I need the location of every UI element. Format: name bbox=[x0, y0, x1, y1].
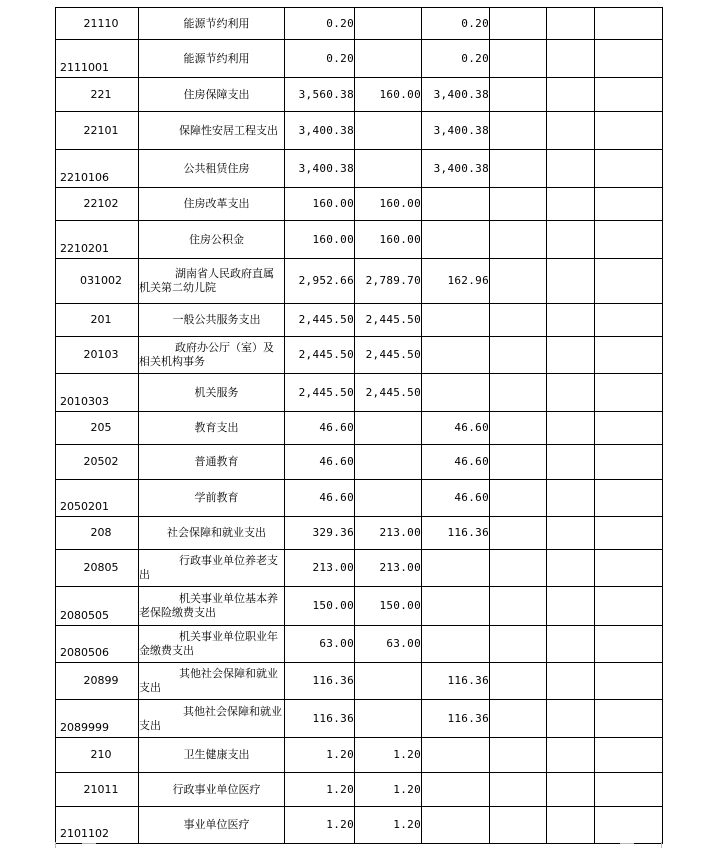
subject-code: 2210201 bbox=[60, 242, 109, 255]
amount-col6 bbox=[490, 517, 547, 550]
amount-col6 bbox=[490, 773, 547, 807]
table-row bbox=[56, 337, 663, 374]
amount-col7 bbox=[547, 700, 595, 738]
subject-code: 2010303 bbox=[60, 395, 109, 408]
amount-basic: 150.00 bbox=[355, 587, 422, 626]
amount-col7 bbox=[547, 517, 595, 550]
subject-code: 22101 bbox=[83, 123, 119, 137]
subject-name: 卫生健康支出 bbox=[139, 738, 285, 773]
amount-col8 bbox=[595, 188, 663, 221]
page-corner-mark-left-h bbox=[82, 843, 96, 850]
subject-code-cell bbox=[56, 587, 139, 626]
subject-code-cell bbox=[56, 480, 139, 517]
amount-col7 bbox=[547, 773, 595, 807]
amount-basic: 160.00 bbox=[355, 188, 422, 221]
subject-code-cell bbox=[56, 773, 139, 807]
amount-col6 bbox=[490, 550, 547, 587]
amount-col7 bbox=[547, 188, 595, 221]
table-row bbox=[56, 412, 663, 445]
subject-code-cell bbox=[56, 8, 139, 40]
amount-basic: 1.20 bbox=[355, 773, 422, 807]
amount-project: 116.36 bbox=[422, 517, 490, 550]
amount-project bbox=[422, 807, 490, 844]
amount-basic bbox=[355, 40, 422, 78]
amount-total: 0.20 bbox=[285, 40, 355, 78]
amount-total: 160.00 bbox=[285, 188, 355, 221]
amount-col8 bbox=[595, 626, 663, 663]
amount-col8 bbox=[595, 150, 663, 188]
amount-total: 1.20 bbox=[285, 773, 355, 807]
amount-total: 116.36 bbox=[285, 663, 355, 700]
amount-total: 2,952.66 bbox=[285, 259, 355, 304]
amount-col7 bbox=[547, 150, 595, 188]
amount-basic bbox=[355, 700, 422, 738]
table-row bbox=[56, 374, 663, 412]
amount-col8 bbox=[595, 773, 663, 807]
subject-name: 保障性安居工程支出 bbox=[139, 112, 285, 150]
amount-col8 bbox=[595, 517, 663, 550]
amount-project: 3,400.38 bbox=[422, 78, 490, 112]
subject-name: 政府办公厅（室）及相关机构事务 bbox=[139, 337, 285, 374]
amount-project: 3,400.38 bbox=[422, 112, 490, 150]
amount-total: 2,445.50 bbox=[285, 337, 355, 374]
amount-total: 46.60 bbox=[285, 480, 355, 517]
amount-col8 bbox=[595, 412, 663, 445]
subject-name: 其他社会保障和就业支出 bbox=[139, 700, 285, 738]
subject-name: 学前教育 bbox=[139, 480, 285, 517]
subject-code-cell bbox=[56, 304, 139, 337]
table-row bbox=[56, 259, 663, 304]
subject-code: 22102 bbox=[83, 197, 119, 210]
amount-basic bbox=[355, 480, 422, 517]
amount-col6 bbox=[490, 188, 547, 221]
amount-project: 116.36 bbox=[422, 700, 490, 738]
amount-col6 bbox=[490, 587, 547, 626]
amount-project: 116.36 bbox=[422, 663, 490, 700]
amount-col7 bbox=[547, 337, 595, 374]
table-row bbox=[56, 480, 663, 517]
amount-total: 46.60 bbox=[285, 445, 355, 480]
amount-basic: 160.00 bbox=[355, 221, 422, 259]
amount-col8 bbox=[595, 445, 663, 480]
amount-total: 116.36 bbox=[285, 700, 355, 738]
amount-project: 0.20 bbox=[422, 8, 490, 40]
amount-project bbox=[422, 550, 490, 587]
table-row bbox=[56, 445, 663, 480]
amount-col8 bbox=[595, 550, 663, 587]
amount-col6 bbox=[490, 78, 547, 112]
subject-name: 能源节约利用 bbox=[139, 40, 285, 78]
amount-basic: 1.20 bbox=[355, 807, 422, 844]
amount-project bbox=[422, 738, 490, 773]
amount-col6 bbox=[490, 480, 547, 517]
amount-project bbox=[422, 587, 490, 626]
amount-col8 bbox=[595, 807, 663, 844]
amount-col8 bbox=[595, 337, 663, 374]
amount-col7 bbox=[547, 374, 595, 412]
amount-col7 bbox=[547, 8, 595, 40]
amount-project: 3,400.38 bbox=[422, 150, 490, 188]
amount-basic: 2,445.50 bbox=[355, 304, 422, 337]
amount-basic: 213.00 bbox=[355, 550, 422, 587]
amount-col8 bbox=[595, 221, 663, 259]
subject-code: 2080505 bbox=[60, 609, 109, 622]
table-row bbox=[56, 738, 663, 773]
amount-col7 bbox=[547, 78, 595, 112]
amount-col8 bbox=[595, 374, 663, 412]
amount-col6 bbox=[490, 259, 547, 304]
table-row bbox=[56, 112, 663, 150]
subject-name: 住房公积金 bbox=[139, 221, 285, 259]
amount-basic bbox=[355, 412, 422, 445]
amount-total: 1.20 bbox=[285, 807, 355, 844]
subject-code: 2089999 bbox=[60, 721, 109, 734]
amount-col7 bbox=[547, 445, 595, 480]
subject-code: 2050201 bbox=[60, 500, 109, 513]
amount-total: 150.00 bbox=[285, 587, 355, 626]
amount-total: 3,560.38 bbox=[285, 78, 355, 112]
subject-code-cell bbox=[56, 40, 139, 78]
amount-col7 bbox=[547, 807, 595, 844]
amount-col7 bbox=[547, 412, 595, 445]
subject-name: 湖南省人民政府直属机关第二幼儿院 bbox=[139, 259, 285, 304]
amount-col7 bbox=[547, 112, 595, 150]
amount-col8 bbox=[595, 663, 663, 700]
subject-code-cell bbox=[56, 550, 139, 587]
amount-project: 46.60 bbox=[422, 412, 490, 445]
amount-project: 162.96 bbox=[422, 259, 490, 304]
amount-col8 bbox=[595, 259, 663, 304]
subject-code: 20899 bbox=[83, 674, 119, 687]
subject-name: 能源节约利用 bbox=[139, 8, 285, 40]
subject-code: 221 bbox=[90, 87, 112, 101]
page-corner-mark-left bbox=[55, 842, 57, 848]
amount-basic: 2,789.70 bbox=[355, 259, 422, 304]
subject-code: 21011 bbox=[83, 782, 119, 796]
subject-code: 031002 bbox=[80, 274, 122, 287]
amount-col6 bbox=[490, 112, 547, 150]
subject-name: 社会保障和就业支出 bbox=[139, 517, 285, 550]
subject-name: 事业单位医疗 bbox=[139, 807, 285, 844]
amount-basic: 2,445.50 bbox=[355, 337, 422, 374]
subject-name: 住房保障支出 bbox=[139, 78, 285, 112]
subject-code-cell bbox=[56, 259, 139, 304]
amount-col7 bbox=[547, 221, 595, 259]
subject-code-cell bbox=[56, 188, 139, 221]
subject-code-cell bbox=[56, 78, 139, 112]
amount-project bbox=[422, 374, 490, 412]
subject-code-cell bbox=[56, 112, 139, 150]
amount-basic: 1.20 bbox=[355, 738, 422, 773]
table-row bbox=[56, 221, 663, 259]
amount-col8 bbox=[595, 480, 663, 517]
subject-code-cell bbox=[56, 700, 139, 738]
page-corner-mark-right-h bbox=[620, 843, 634, 850]
amount-col7 bbox=[547, 259, 595, 304]
table-row bbox=[56, 304, 663, 337]
table-row bbox=[56, 587, 663, 626]
amount-basic bbox=[355, 663, 422, 700]
amount-basic: 160.00 bbox=[355, 78, 422, 112]
subject-code: 20103 bbox=[83, 348, 119, 361]
amount-col6 bbox=[490, 700, 547, 738]
subject-code-cell bbox=[56, 807, 139, 844]
amount-basic: 63.00 bbox=[355, 626, 422, 663]
amount-basic bbox=[355, 150, 422, 188]
budget-table bbox=[55, 7, 663, 844]
amount-basic: 213.00 bbox=[355, 517, 422, 550]
amount-basic bbox=[355, 445, 422, 480]
subject-code-cell bbox=[56, 663, 139, 700]
amount-col6 bbox=[490, 738, 547, 773]
amount-project bbox=[422, 626, 490, 663]
amount-project bbox=[422, 304, 490, 337]
amount-col7 bbox=[547, 626, 595, 663]
amount-col7 bbox=[547, 480, 595, 517]
amount-col6 bbox=[490, 8, 547, 40]
amount-col6 bbox=[490, 337, 547, 374]
subject-code: 205 bbox=[90, 421, 112, 434]
amount-col6 bbox=[490, 221, 547, 259]
amount-basic bbox=[355, 8, 422, 40]
amount-col8 bbox=[595, 40, 663, 78]
table-row bbox=[56, 663, 663, 700]
subject-name: 公共租赁住房 bbox=[139, 150, 285, 188]
subject-code-cell bbox=[56, 412, 139, 445]
amount-total: 2,445.50 bbox=[285, 304, 355, 337]
subject-code: 2101102 bbox=[60, 827, 109, 840]
amount-col6 bbox=[490, 445, 547, 480]
amount-col8 bbox=[595, 304, 663, 337]
subject-code-cell bbox=[56, 221, 139, 259]
amount-col8 bbox=[595, 112, 663, 150]
table-row bbox=[56, 626, 663, 663]
table-row bbox=[56, 40, 663, 78]
subject-code-cell bbox=[56, 150, 139, 188]
amount-basic bbox=[355, 112, 422, 150]
subject-code: 2111001 bbox=[60, 61, 109, 74]
amount-col6 bbox=[490, 626, 547, 663]
subject-code: 208 bbox=[90, 526, 112, 539]
subject-code: 21110 bbox=[83, 16, 119, 30]
amount-col7 bbox=[547, 663, 595, 700]
amount-total: 213.00 bbox=[285, 550, 355, 587]
table-row bbox=[56, 517, 663, 550]
amount-col8 bbox=[595, 8, 663, 40]
subject-code: 2210106 bbox=[60, 171, 109, 184]
subject-name: 行政事业单位养老支出 bbox=[139, 550, 285, 587]
table-row bbox=[56, 807, 663, 844]
amount-total: 3,400.38 bbox=[285, 150, 355, 188]
amount-project bbox=[422, 188, 490, 221]
amount-col8 bbox=[595, 78, 663, 112]
subject-code-cell bbox=[56, 337, 139, 374]
subject-name: 一般公共服务支出 bbox=[139, 304, 285, 337]
amount-total: 329.36 bbox=[285, 517, 355, 550]
amount-project: 46.60 bbox=[422, 445, 490, 480]
table-row bbox=[56, 8, 663, 40]
amount-col6 bbox=[490, 374, 547, 412]
amount-project bbox=[422, 221, 490, 259]
subject-code: 210 bbox=[90, 748, 112, 761]
subject-code-cell bbox=[56, 374, 139, 412]
table-row bbox=[56, 78, 663, 112]
subject-code-cell bbox=[56, 445, 139, 480]
amount-basic: 2,445.50 bbox=[355, 374, 422, 412]
amount-col8 bbox=[595, 587, 663, 626]
table-row bbox=[56, 773, 663, 807]
amount-project: 0.20 bbox=[422, 40, 490, 78]
amount-total: 63.00 bbox=[285, 626, 355, 663]
subject-code: 201 bbox=[90, 313, 112, 326]
subject-code-cell bbox=[56, 517, 139, 550]
amount-col6 bbox=[490, 150, 547, 188]
subject-name: 教育支出 bbox=[139, 412, 285, 445]
amount-total: 2,445.50 bbox=[285, 374, 355, 412]
amount-col7 bbox=[547, 550, 595, 587]
amount-col8 bbox=[595, 700, 663, 738]
subject-code-cell bbox=[56, 626, 139, 663]
amount-col7 bbox=[547, 304, 595, 337]
amount-col7 bbox=[547, 587, 595, 626]
subject-name: 行政事业单位医疗 bbox=[139, 773, 285, 807]
table-row bbox=[56, 700, 663, 738]
amount-col7 bbox=[547, 40, 595, 78]
subject-name: 其他社会保障和就业支出 bbox=[139, 663, 285, 700]
amount-col6 bbox=[490, 663, 547, 700]
subject-code: 20805 bbox=[83, 561, 119, 574]
subject-code: 2080506 bbox=[60, 646, 109, 659]
amount-project bbox=[422, 773, 490, 807]
subject-name: 机关事业单位职业年金缴费支出 bbox=[139, 626, 285, 663]
subject-name: 机关事业单位基本养老保险缴费支出 bbox=[139, 587, 285, 626]
table-row bbox=[56, 550, 663, 587]
amount-project: 46.60 bbox=[422, 480, 490, 517]
subject-name: 住房改革支出 bbox=[139, 188, 285, 221]
amount-col8 bbox=[595, 738, 663, 773]
amount-col6 bbox=[490, 40, 547, 78]
table-row bbox=[56, 150, 663, 188]
subject-name: 机关服务 bbox=[139, 374, 285, 412]
amount-total: 46.60 bbox=[285, 412, 355, 445]
amount-total: 160.00 bbox=[285, 221, 355, 259]
amount-total: 3,400.38 bbox=[285, 112, 355, 150]
table-row bbox=[56, 188, 663, 221]
amount-total: 0.20 bbox=[285, 8, 355, 40]
amount-col6 bbox=[490, 304, 547, 337]
subject-name: 普通教育 bbox=[139, 445, 285, 480]
amount-total: 1.20 bbox=[285, 738, 355, 773]
subject-code: 20502 bbox=[83, 455, 119, 468]
table-body bbox=[56, 8, 663, 844]
subject-code-cell bbox=[56, 738, 139, 773]
amount-col7 bbox=[547, 738, 595, 773]
page-corner-mark-right bbox=[661, 842, 663, 848]
amount-col6 bbox=[490, 412, 547, 445]
amount-project bbox=[422, 337, 490, 374]
amount-col6 bbox=[490, 807, 547, 844]
